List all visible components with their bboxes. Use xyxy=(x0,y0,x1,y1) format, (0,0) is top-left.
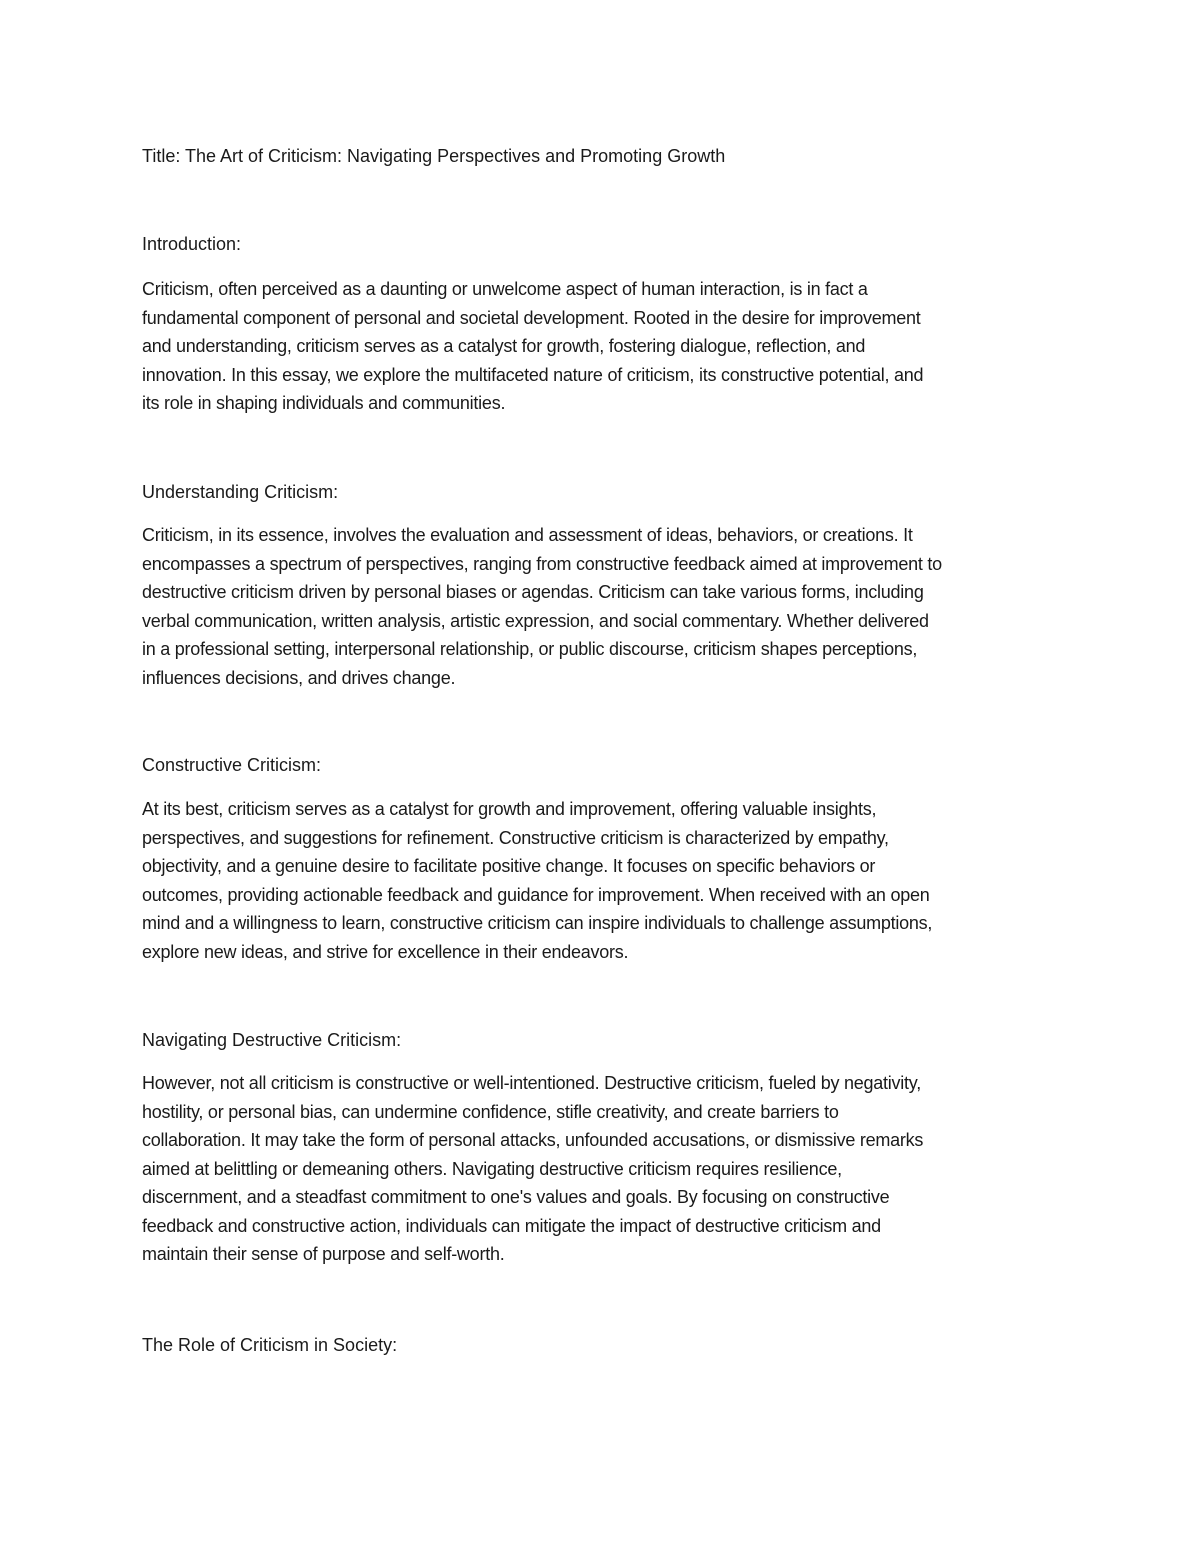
text-line: perspectives, and suggestions for refinement. Constructive criticism is characterized by empathy, xyxy=(142,827,889,848)
text-line: destructive criticism driven by personal biases or agendas. Criticism can take various forms, including xyxy=(142,582,924,602)
text-line: aimed at belittling or demeaning others. Navigating destructive criticism requires resilience, xyxy=(142,1158,842,1179)
text-line: maintain their sense of purpose and self-worth. xyxy=(142,1244,505,1264)
text-line: Criticism, in its essence, involves the evaluation and assessment of ideas, behaviors, or creations. It xyxy=(142,525,913,545)
text-line: verbal communication, written analysis, artistic expression, and social commentary. Whether delivered xyxy=(142,610,929,631)
text-line: outcomes, providing actionable feedback and guidance for improvement. When received with an open xyxy=(142,884,930,905)
section-heading-navigating-destructive-criticism: Navigating Destructive Criticism: xyxy=(142,1030,402,1050)
section-heading-understanding-criticism: Understanding Criticism: xyxy=(142,482,339,502)
text-line: objectivity, and a genuine desire to facilitate positive change. It focuses on specific behaviors or xyxy=(142,856,876,876)
text-line: discernment, and a steadfast commitment to one's values and goals. By focusing on constructive xyxy=(142,1187,890,1207)
paragraph-introduction xyxy=(142,275,1062,418)
text-line: influences decisions, and drives change. xyxy=(142,667,456,688)
text-line: encompasses a spectrum of perspectives, ranging from constructive feedback aimed at improvement to xyxy=(142,553,942,574)
text-line: innovation. In this essay, we explore the multifaceted nature of criticism, its constructive potential, and xyxy=(142,364,924,385)
paragraph-understanding-criticism xyxy=(142,521,1062,692)
text-line: Criticism, often perceived as a daunting or unwelcome aspect of human interaction, is in fact a xyxy=(142,279,868,299)
text-line: in a professional setting, interpersonal relationship, or public discourse, criticism shapes perceptions, xyxy=(142,639,918,659)
document-title: Title: The Art of Criticism: Navigating Perspectives and Promoting Growth xyxy=(142,146,726,166)
paragraph-constructive-criticism xyxy=(142,795,1062,966)
paragraph-navigating-destructive-criticism xyxy=(142,1069,1062,1269)
text-line: hostility, or personal bias, can undermine confidence, stifle creativity, and create barriers to xyxy=(142,1101,839,1122)
text-line: mind and a willingness to learn, constructive criticism can inspire individuals to challenge assumptions, xyxy=(142,913,933,933)
section-heading-constructive-criticism: Constructive Criticism: xyxy=(142,755,322,775)
text-line: feedback and constructive action, individuals can mitigate the impact of destructive criticism and xyxy=(142,1215,881,1236)
text-line: its role in shaping individuals and communities. xyxy=(142,393,506,413)
text-line: and understanding, criticism serves as a catalyst for growth, fostering dialogue, reflection, and xyxy=(142,336,866,356)
text-line: However, not all criticism is constructive or well-intentioned. Destructive criticism, fueled by negativity, xyxy=(142,1073,921,1093)
text-line: explore new ideas, and strive for excellence in their endeavors. xyxy=(142,941,629,962)
section-heading-introduction: Introduction: xyxy=(142,234,242,254)
text-line: collaboration. It may take the form of personal attacks, unfounded accusations, or dismissive remarks xyxy=(142,1130,924,1150)
section-heading-role-of-criticism-in-society: The Role of Criticism in Society: xyxy=(142,1335,398,1355)
text-line: fundamental component of personal and societal development. Rooted in the desire for improvement xyxy=(142,307,921,328)
text-line: At its best, criticism serves as a catalyst for growth and improvement, offering valuable insights, xyxy=(142,799,877,819)
